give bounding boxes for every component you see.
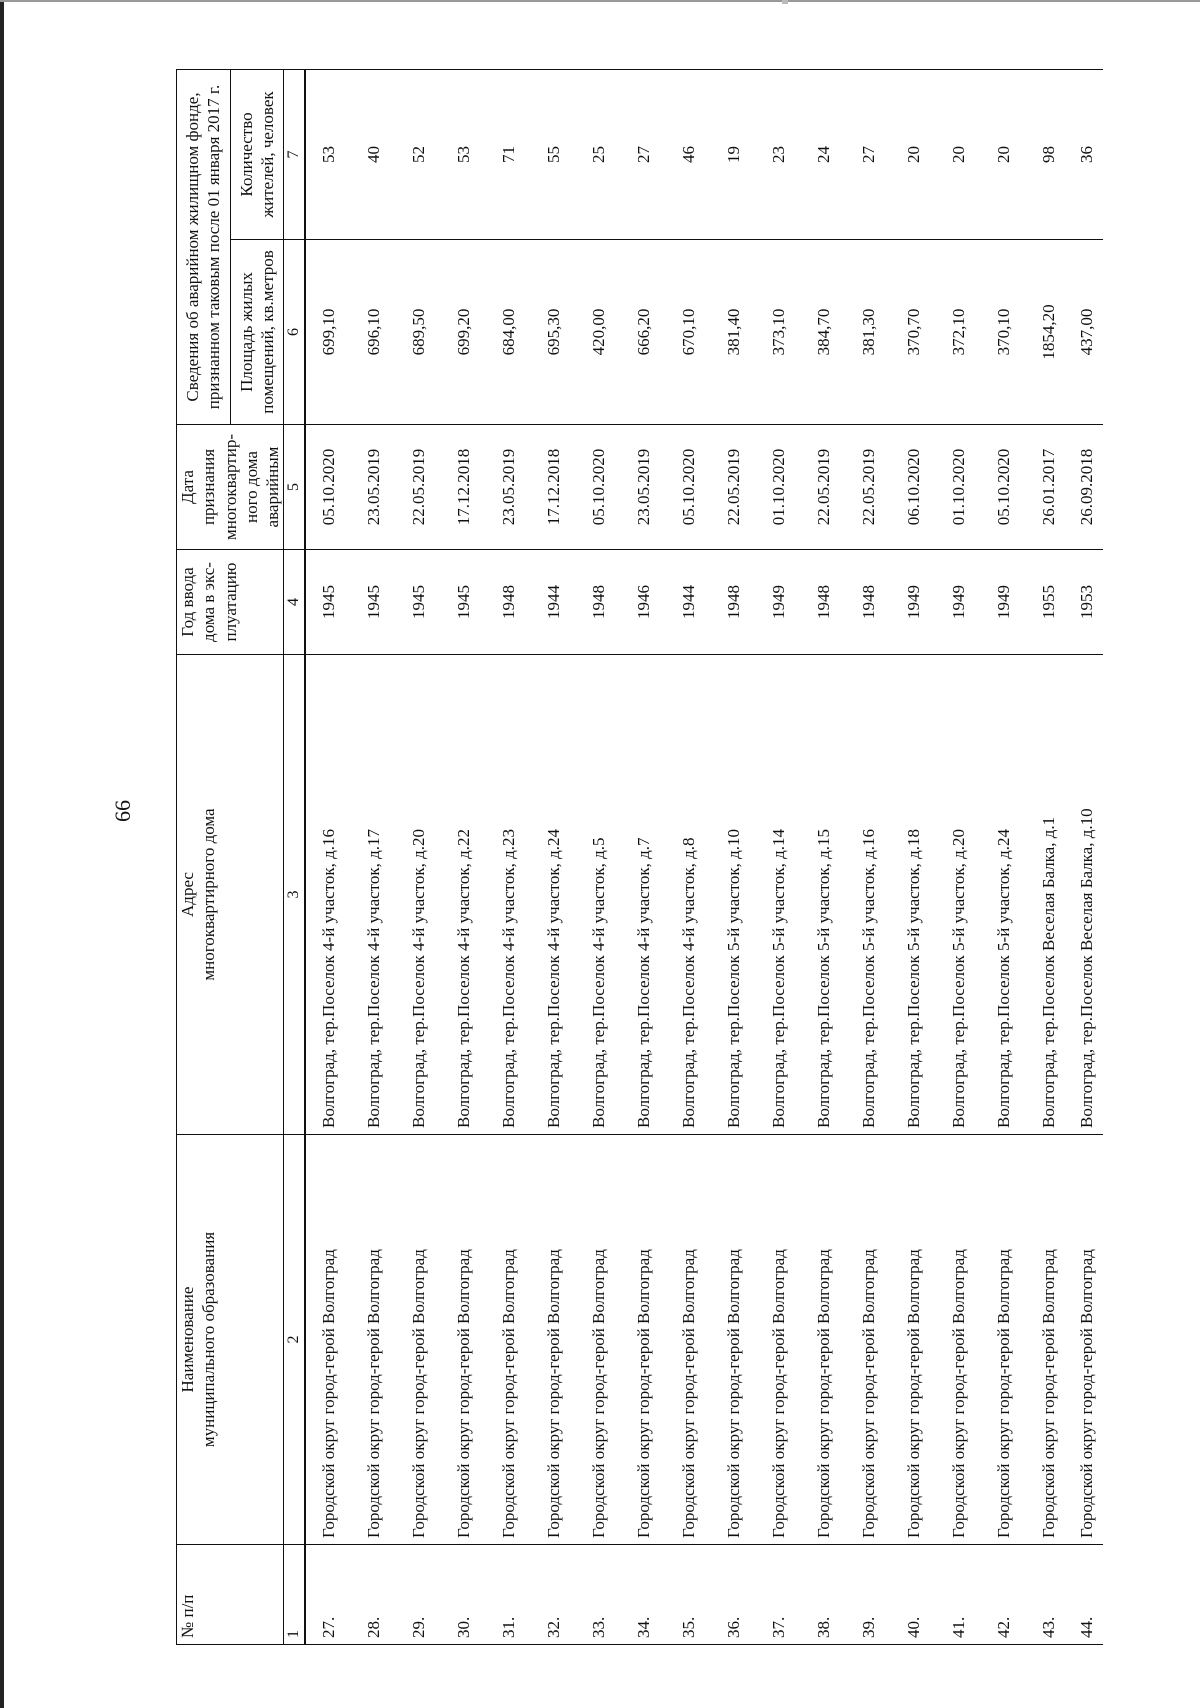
table-row <box>1071 69 1103 1644</box>
row-number: 29. <box>396 1545 441 1645</box>
row-number: 27. <box>305 1545 351 1645</box>
year-cell: 1945 <box>396 550 441 655</box>
municipality-cell: Городской округ город-герой Волгоград <box>711 1135 756 1545</box>
address-cell: Волгоград, тер.Поселок 4-й участок, д.24 <box>531 655 576 1135</box>
column-number: 4 <box>284 550 306 655</box>
municipality-cell: Городской округ город-герой Волгоград <box>531 1135 576 1545</box>
table-row <box>711 69 756 1644</box>
table-row <box>621 69 666 1644</box>
residents-cell: 20 <box>891 69 936 239</box>
municipality-cell: Городской округ город-герой Волгоград <box>1071 1135 1103 1545</box>
header-date-line1: Дата признания <box>178 448 219 526</box>
municipality-cell: Городской округ город-герой Волгоград <box>396 1135 441 1545</box>
table-row <box>981 69 1026 1644</box>
area-cell: 381,30 <box>846 240 891 425</box>
municipality-cell: Городской округ город-герой Волгоград <box>576 1135 621 1545</box>
row-number: 40. <box>891 1545 936 1645</box>
residents-cell: 53 <box>441 69 486 239</box>
header-address-line1: Адрес <box>178 872 197 917</box>
header-group <box>177 69 231 424</box>
table-row <box>531 69 576 1644</box>
address-cell: Волгоград, тер.Поселок 4-й участок, д.8 <box>666 655 711 1135</box>
header-address <box>177 655 284 1135</box>
date-cell: 01.10.2020 <box>756 425 801 550</box>
area-cell: 670,10 <box>666 240 711 425</box>
table-row <box>576 69 621 1644</box>
header-residents-line1: Количество <box>236 112 256 197</box>
header-year-line1: Год ввода <box>178 567 197 637</box>
year-cell: 1949 <box>936 550 981 655</box>
header-num <box>177 1545 284 1645</box>
address-cell: Волгоград, тер.Поселок 4-й участок, д.7 <box>621 655 666 1135</box>
date-cell: 22.05.2019 <box>396 425 441 550</box>
municipality-cell: Городской округ город-герой Волгоград <box>981 1135 1026 1545</box>
area-cell: 1854,20 <box>1026 240 1071 425</box>
year-cell: 1945 <box>441 550 486 655</box>
table-row <box>441 69 486 1644</box>
table-row <box>1026 69 1071 1644</box>
table-body <box>305 69 1103 1644</box>
address-cell: Волгоград, тер.Поселок 5-й участок, д.16 <box>846 655 891 1135</box>
area-cell: 381,40 <box>711 240 756 425</box>
row-number: 39. <box>846 1545 891 1645</box>
year-cell: 1949 <box>891 550 936 655</box>
header-num-label: № п/п <box>178 1594 197 1638</box>
residents-cell: 19 <box>711 69 756 239</box>
residents-cell: 27 <box>846 69 891 239</box>
header-group-line1: Сведения об аварийном жилищном фонде, <box>183 92 203 402</box>
row-number: 35. <box>666 1545 711 1645</box>
table-row <box>305 69 351 1644</box>
residents-cell: 23 <box>756 69 801 239</box>
area-cell: 370,10 <box>981 240 1026 425</box>
table-row <box>396 69 441 1644</box>
residents-cell: 24 <box>801 69 846 239</box>
year-cell: 1945 <box>305 550 351 655</box>
residents-cell: 36 <box>1071 69 1103 239</box>
scan-left-edge <box>0 0 4 1708</box>
column-number: 2 <box>284 1135 306 1545</box>
area-cell: 696,10 <box>351 240 396 425</box>
address-cell: Волгоград, тер.Поселок 5-й участок, д.18 <box>891 655 936 1135</box>
table-row <box>846 69 891 1644</box>
municipality-cell: Городской округ город-герой Волгоград <box>936 1135 981 1545</box>
row-number: 41. <box>936 1545 981 1645</box>
scan-top-edge <box>0 0 1200 2</box>
header-year-line2: дома в экс- <box>199 562 219 642</box>
page-number: 66 <box>110 800 135 822</box>
header-municipality <box>177 1135 284 1545</box>
address-cell: Волгоград, тер.Поселок 4-й участок, д.23 <box>486 655 531 1135</box>
area-cell: 684,00 <box>486 240 531 425</box>
residents-cell: 40 <box>351 69 396 239</box>
year-cell: 1949 <box>756 550 801 655</box>
header-year <box>177 550 284 655</box>
date-cell: 05.10.2020 <box>576 425 621 550</box>
table-row <box>486 69 531 1644</box>
municipality-cell: Городской округ город-герой Волгоград <box>351 1135 396 1545</box>
residents-cell: 53 <box>305 69 351 239</box>
municipality-cell: Городской округ город-герой Волгоград <box>621 1135 666 1545</box>
area-cell: 666,20 <box>621 240 666 425</box>
residents-cell: 98 <box>1026 69 1071 239</box>
area-cell: 437,00 <box>1071 240 1103 425</box>
municipality-cell: Городской округ город-герой Волгоград <box>441 1135 486 1545</box>
area-cell: 695,30 <box>531 240 576 425</box>
year-cell: 1945 <box>351 550 396 655</box>
table-row <box>801 69 846 1644</box>
header-area <box>230 240 284 425</box>
municipality-cell: Городской округ город-герой Волгоград <box>846 1135 891 1545</box>
address-cell: Волгоград, тер.Поселок Веселая Балка, д.10 <box>1071 655 1103 1135</box>
table-row <box>351 69 396 1644</box>
header-row-1 <box>177 69 231 1644</box>
area-cell: 699,10 <box>305 240 351 425</box>
date-cell: 17.12.2018 <box>441 425 486 550</box>
municipality-cell: Городской округ город-герой Волгоград <box>486 1135 531 1545</box>
area-cell: 689,50 <box>396 240 441 425</box>
residents-cell: 20 <box>981 69 1026 239</box>
municipality-cell: Городской округ город-герой Волгоград <box>756 1135 801 1545</box>
address-cell: Волгоград, тер.Поселок 5-й участок, д.14 <box>756 655 801 1135</box>
table-row <box>936 69 981 1644</box>
date-cell: 01.10.2020 <box>936 425 981 550</box>
row-number: 38. <box>801 1545 846 1645</box>
year-cell: 1948 <box>801 550 846 655</box>
header-year-line3: плуатацию <box>220 562 240 642</box>
scan-mark <box>782 0 788 4</box>
area-cell: 372,10 <box>936 240 981 425</box>
date-cell: 22.05.2019 <box>711 425 756 550</box>
area-cell: 420,00 <box>576 240 621 425</box>
row-number: 28. <box>351 1545 396 1645</box>
address-cell: Волгоград, тер.Поселок 5-й участок, д.24 <box>981 655 1026 1135</box>
address-cell: Волгоград, тер.Поселок 4-й участок, д.16 <box>305 655 351 1135</box>
table-row <box>666 69 711 1644</box>
row-number: 30. <box>441 1545 486 1645</box>
header-group-line2: признанном таковым после 01 января 2017 г. <box>204 84 224 410</box>
date-cell: 26.01.2017 <box>1026 425 1071 550</box>
emergency-housing-table <box>176 69 1103 1645</box>
table-row <box>891 69 936 1644</box>
area-cell: 373,10 <box>756 240 801 425</box>
year-cell: 1946 <box>621 550 666 655</box>
date-cell: 05.10.2020 <box>305 425 351 550</box>
row-number: 44. <box>1071 1545 1103 1645</box>
header-date <box>177 425 284 550</box>
address-cell: Волгоград, тер.Поселок Веселая Балка, д.1 <box>1026 655 1071 1135</box>
header-date-line2: многоквартир- <box>220 434 240 540</box>
row-number: 42. <box>981 1545 1026 1645</box>
column-number: 5 <box>284 425 306 550</box>
address-cell: Волгоград, тер.Поселок 5-й участок, д.10 <box>711 655 756 1135</box>
year-cell: 1948 <box>486 550 531 655</box>
row-number: 36. <box>711 1545 756 1645</box>
column-number: 7 <box>284 69 306 239</box>
header-area-line1: Площадь жилых <box>236 272 256 392</box>
column-number: 6 <box>284 240 306 425</box>
row-number: 31. <box>486 1545 531 1645</box>
table-row <box>756 69 801 1644</box>
header-residents-line2: жителей, человек <box>257 91 277 218</box>
year-cell: 1944 <box>531 550 576 655</box>
address-cell: Волгоград, тер.Поселок 4-й участок, д.22 <box>441 655 486 1135</box>
address-cell: Волгоград, тер.Поселок 5-й участок, д.15 <box>801 655 846 1135</box>
residents-cell: 20 <box>936 69 981 239</box>
date-cell: 05.10.2020 <box>981 425 1026 550</box>
area-cell: 370,70 <box>891 240 936 425</box>
row-number: 43. <box>1026 1545 1071 1645</box>
header-address-line2: многоквартирного дома <box>199 808 219 981</box>
column-number: 1 <box>284 1545 306 1645</box>
date-cell: 22.05.2019 <box>801 425 846 550</box>
year-cell: 1944 <box>666 550 711 655</box>
residents-cell: 52 <box>396 69 441 239</box>
address-cell: Волгоград, тер.Поселок 4-й участок, д.17 <box>351 655 396 1135</box>
header-area-line2: помещений, кв.метров <box>257 250 277 414</box>
year-cell: 1955 <box>1026 550 1071 655</box>
row-number: 37. <box>756 1545 801 1645</box>
date-cell: 17.12.2018 <box>531 425 576 550</box>
column-number: 3 <box>284 655 306 1135</box>
row-number: 32. <box>531 1545 576 1645</box>
row-number: 34. <box>621 1545 666 1645</box>
municipality-cell: Городской округ город-герой Волгоград <box>801 1135 846 1545</box>
residents-cell: 25 <box>576 69 621 239</box>
municipality-cell: Городской округ город-герой Волгоград <box>666 1135 711 1545</box>
address-cell: Волгоград, тер.Поселок 5-й участок, д.20 <box>936 655 981 1135</box>
residents-cell: 71 <box>486 69 531 239</box>
date-cell: 06.10.2020 <box>891 425 936 550</box>
area-cell: 384,70 <box>801 240 846 425</box>
rotated-table-container <box>176 70 1131 1645</box>
date-cell: 05.10.2020 <box>666 425 711 550</box>
date-cell: 23.05.2019 <box>351 425 396 550</box>
residents-cell: 27 <box>621 69 666 239</box>
row-number: 33. <box>576 1545 621 1645</box>
date-cell: 26.09.2018 <box>1071 425 1103 550</box>
address-cell: Волгоград, тер.Поселок 4-й участок, д.20 <box>396 655 441 1135</box>
municipality-cell: Городской округ город-герой Волгоград <box>305 1135 351 1545</box>
year-cell: 1948 <box>711 550 756 655</box>
residents-cell: 46 <box>666 69 711 239</box>
year-cell: 1949 <box>981 550 1026 655</box>
date-cell: 23.05.2019 <box>621 425 666 550</box>
address-cell: Волгоград, тер.Поселок 4-й участок, д.5 <box>576 655 621 1135</box>
municipality-cell: Городской округ город-герой Волгоград <box>891 1135 936 1545</box>
residents-cell: 55 <box>531 69 576 239</box>
year-cell: 1953 <box>1071 550 1103 655</box>
header-municipality-label: Наименование муниципального образования <box>178 1231 219 1448</box>
municipality-cell: Городской округ город-герой Волгоград <box>1026 1135 1071 1545</box>
header-residents <box>230 69 284 239</box>
area-cell: 699,20 <box>441 240 486 425</box>
year-cell: 1948 <box>846 550 891 655</box>
column-number-row <box>284 69 306 1644</box>
date-cell: 23.05.2019 <box>486 425 531 550</box>
date-cell: 22.05.2019 <box>846 425 891 550</box>
header-date-line4: аварийным <box>263 446 282 528</box>
header-date-line3: ного дома <box>241 451 261 523</box>
year-cell: 1948 <box>576 550 621 655</box>
